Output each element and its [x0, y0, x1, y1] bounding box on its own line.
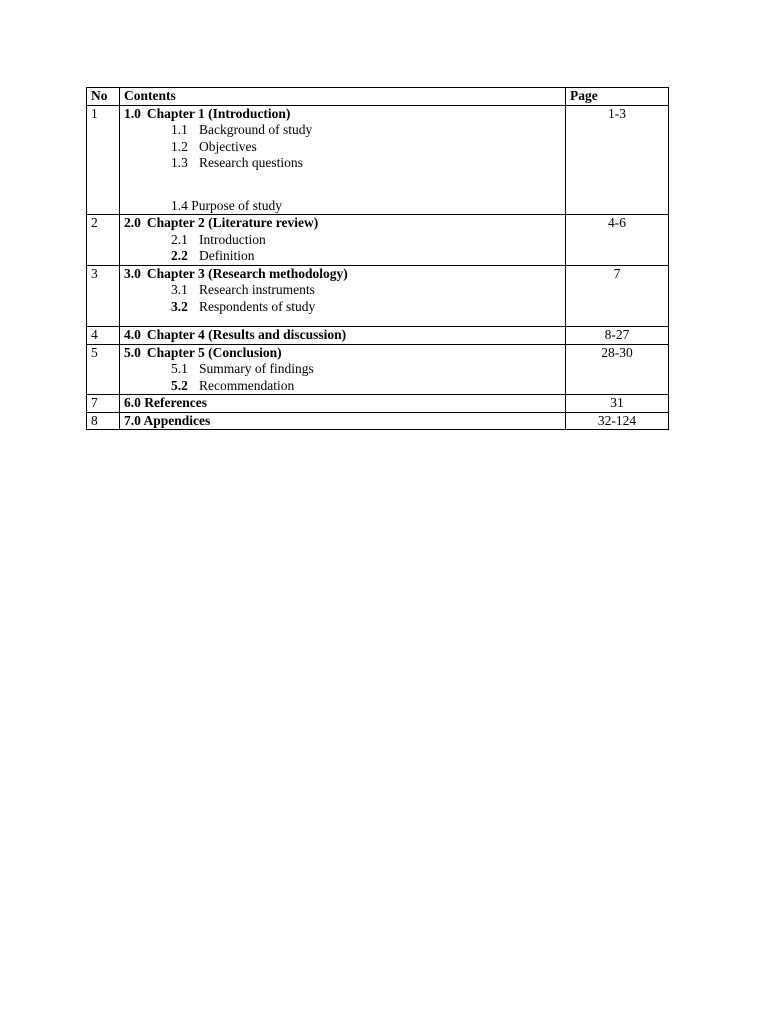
chapter-heading: [124, 327, 561, 344]
subsection-title: Research questions: [199, 155, 303, 170]
table-of-contents: [86, 87, 669, 430]
subsection: [124, 299, 561, 316]
chapter-title: Chapter 3 (Research methodology): [146, 265, 348, 281]
row-number: 8: [87, 412, 120, 430]
table-row: [87, 412, 669, 430]
table-row: [87, 327, 669, 345]
subsection-title: Definition: [199, 248, 255, 263]
subsection-number: 2.1: [171, 231, 188, 247]
chapter-title: Chapter 4 (Results and discussion): [146, 327, 347, 342]
row-page: 1-3: [566, 105, 669, 215]
subsection-title: Background of study: [199, 122, 313, 137]
table-row: [87, 105, 669, 215]
subsection-number: 1.2: [171, 138, 188, 154]
chapter-heading: [124, 106, 561, 123]
chapter-title: Chapter 2 (Literature review): [146, 215, 319, 230]
row-page: 31: [566, 395, 669, 413]
row-number: 4: [87, 327, 120, 345]
subsection-number: 3.2: [171, 298, 188, 314]
chapter-heading: [124, 266, 561, 283]
table-row: [87, 395, 669, 413]
row-contents: [120, 344, 566, 395]
chapter-heading: [124, 215, 561, 232]
chapter-number: 4.0: [124, 327, 141, 342]
subsection-title: Respondents of study: [199, 298, 316, 314]
subsection-number: 5.2: [171, 377, 188, 393]
row-page: 7: [566, 265, 669, 327]
row-number: 5: [87, 344, 120, 395]
row-number: 1: [87, 105, 120, 215]
subsection-number: 2.2: [171, 248, 188, 263]
subsection: [124, 155, 561, 172]
subsection: 1.4 Purpose of study: [171, 197, 282, 213]
row-contents: [120, 265, 566, 327]
chapter-number: 2.0: [124, 215, 141, 230]
subsection: [124, 248, 561, 265]
table-row: [87, 344, 669, 395]
row-contents: [120, 327, 566, 345]
subsection: [124, 282, 561, 299]
row-page: 8-27: [566, 327, 669, 345]
subsection-number: 1.3: [171, 155, 188, 170]
header-no: No: [87, 88, 120, 106]
table-row: [87, 215, 669, 266]
chapter-number: 5.0: [124, 344, 141, 360]
subsection-title: Research instruments: [199, 282, 315, 297]
subsection-title: Recommendation: [199, 377, 295, 393]
subsection: [124, 139, 561, 156]
subsection-title: Introduction: [199, 231, 266, 247]
table-row: [87, 265, 669, 327]
row-page: 28-30: [566, 344, 669, 395]
subsection-number: 1.1: [171, 122, 188, 137]
subsection: [124, 122, 561, 139]
row-contents: [120, 395, 566, 413]
subsection: [124, 378, 561, 395]
chapter-heading: 7.0 Appendices: [124, 412, 211, 428]
subsection-title: Summary of findings: [199, 361, 314, 376]
row-contents: [120, 105, 566, 215]
spacer: [124, 172, 561, 198]
header-page: Page: [566, 88, 669, 106]
subsection-number: 5.1: [171, 361, 188, 376]
chapter-number: 3.0: [124, 265, 141, 281]
row-page: 4-6: [566, 215, 669, 266]
chapter-title: Chapter 1 (Introduction): [146, 105, 291, 121]
table-header-row: [87, 88, 669, 106]
header-contents: Contents: [120, 88, 566, 106]
chapter-heading: [124, 345, 561, 362]
chapter-heading: 6.0 References: [124, 395, 207, 410]
chapter-number: 1.0: [124, 105, 141, 121]
subsection: [124, 232, 561, 249]
chapter-title: Chapter 5 (Conclusion): [146, 344, 282, 360]
row-contents: [120, 412, 566, 430]
subsection-number: 3.1: [171, 282, 188, 297]
spacer: [124, 315, 561, 326]
row-contents: [120, 215, 566, 266]
row-number: 7: [87, 395, 120, 413]
row-number: 3: [87, 265, 120, 327]
row-page: 32-124: [566, 412, 669, 430]
subsection: [124, 361, 561, 378]
subsection-title: Objectives: [199, 138, 257, 154]
row-number: 2: [87, 215, 120, 266]
